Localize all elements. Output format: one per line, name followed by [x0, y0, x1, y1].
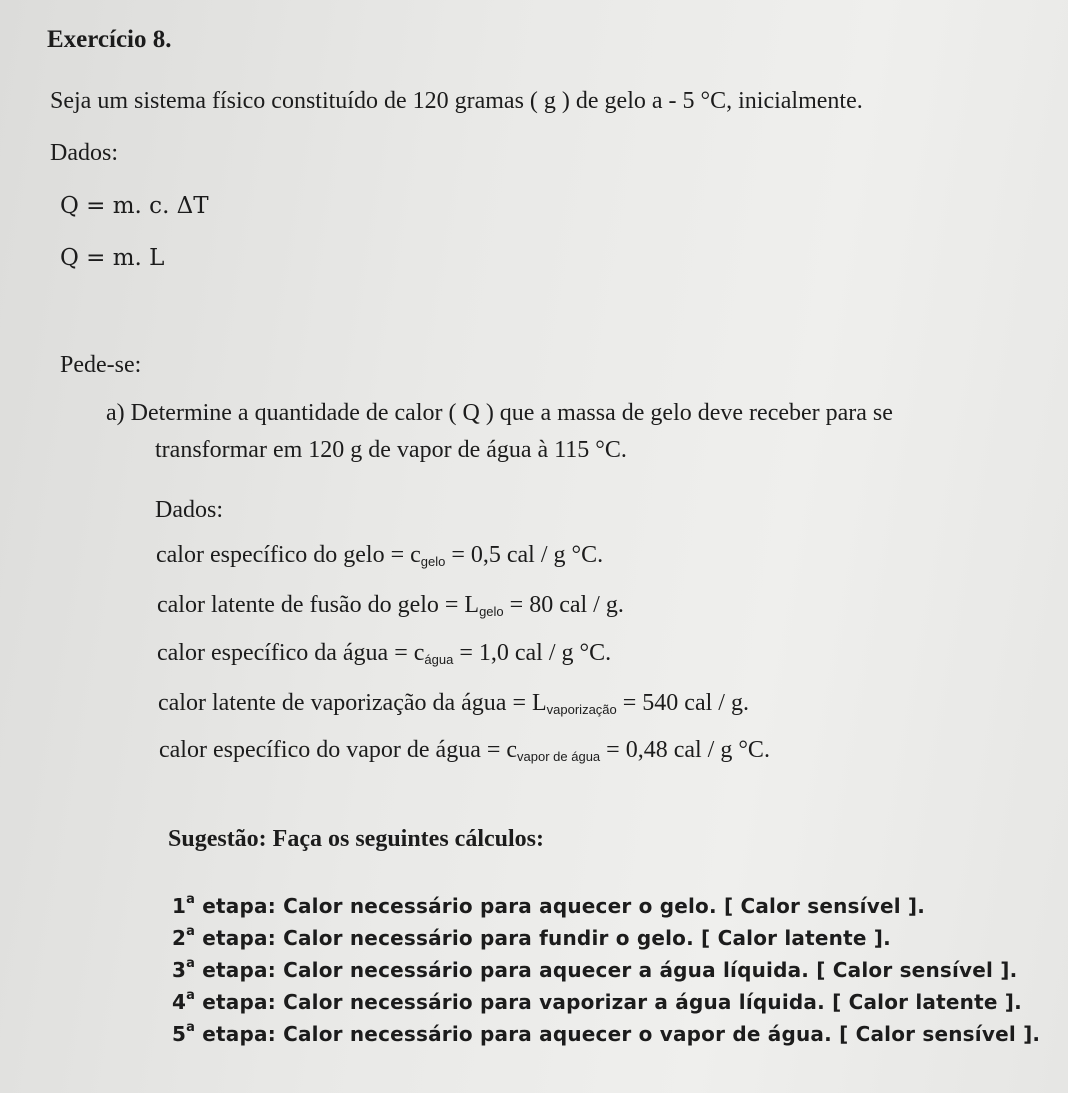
step-item: 3$^a$ etapa: Calor necessário para aquecer a água líquida. [ Calor sensível ]. — [172, 956, 1018, 982]
pedese-label: Pede-se: — [60, 352, 142, 378]
step-item: 4$^a$ etapa: Calor necessário para vaporizar a água líquida. [ Calor latente ]. — [172, 988, 1022, 1014]
formula-heat-latent: Q = m. L — [60, 245, 165, 271]
step-item: 5$^a$ etapa: Calor necessário para aquecer o vapor de água. [ Calor sensível ]. — [172, 1020, 1041, 1046]
data-row: calor latente de vaporização da água = $L_{vaporização} = 540$ cal / g. — [158, 690, 749, 717]
step-item: 2$^a$ etapa: Calor necessário para fundir o gelo. [ Calor latente ]. — [172, 924, 891, 950]
item-a-line1: a) Determine a quantidade de calor ( Q ) que a massa de gelo deve receber para se — [106, 400, 893, 426]
dados-label: Dados: — [50, 140, 118, 166]
data-row: calor específico da água = $c_{água} = 1,0$ cal / g °C. — [157, 640, 612, 667]
item-a-line2: transformar em 120 g de vapor de água à 115 °C. — [155, 437, 627, 463]
data-row: calor específico do gelo = $c_{gelo} = 0,5$ cal / g °C. — [156, 542, 604, 569]
dados2-label: Dados: — [155, 497, 223, 523]
exercise-title: Exercício 8. — [47, 26, 172, 53]
data-row: calor específico do vapor de água = $c_{vapor de água} = 0,48$ cal / g °C. — [159, 737, 770, 764]
step-item: 1$^a$ etapa: Calor necessário para aquecer o gelo. [ Calor sensível ]. — [172, 892, 926, 918]
intro-text: Seja um sistema físico constituído de 120 gramas ( g ) de gelo a - 5 °C, inicialmente. — [50, 88, 863, 114]
sugestao-heading: Sugestão: Faça os seguintes cálculos: — [168, 826, 544, 852]
formula-heat-sensible: Q = m. c. ΔT — [60, 193, 209, 219]
data-row: calor latente de fusão do gelo = $L_{gelo} = 80$ cal / g. — [157, 592, 624, 619]
